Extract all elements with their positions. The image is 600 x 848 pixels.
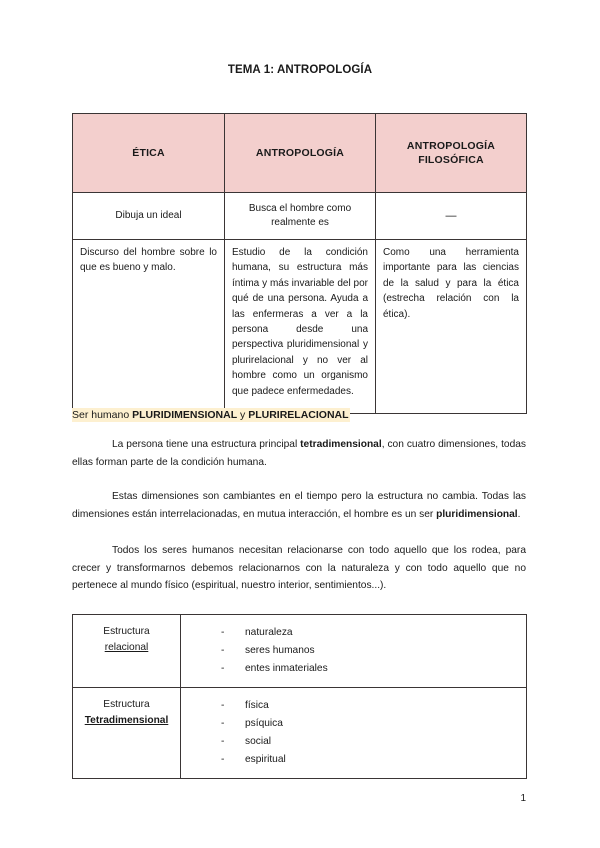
list-item: - física: [181, 697, 522, 715]
label-line2: Tetradimensional: [84, 715, 169, 726]
p1-part2: , con cuatro dimensiones, todas ellas forman parte de la condición humana.: [72, 439, 526, 468]
paragraph-relacionarse: [72, 542, 526, 595]
label-line1: Estructura: [103, 699, 150, 710]
list-item: - espiritual: [181, 751, 522, 769]
cell-filosofica-long: Como una herramienta importante para las ciencias de la salud y para la ética (estrecha relación con la ética).: [376, 240, 527, 414]
paragraph-dimensiones-cambiantes: [72, 488, 526, 523]
item-list: [181, 697, 522, 769]
table-row: [73, 615, 527, 688]
p1-part1: La persona tiene una estructura principal: [112, 439, 301, 450]
page-title: TEMA 1: ANTROPOLOGÍA: [227, 64, 373, 76]
table-row-long: [73, 240, 527, 414]
structure-table: [72, 614, 527, 779]
p2-bold: pluridimensional: [436, 508, 518, 520]
p3-text: Todos los seres humanos necesitan relacionarse con todo aquello que los rodea, para crecer y transformarnos debemos relacionarnos con la naturaleza y con todo aquello que no pertenece al mundo físico (espiritual, nuestro interior, sentimientos...).: [72, 545, 526, 591]
header-cell-antropologia: ANTROPOLOGÍA: [225, 114, 376, 193]
header-cell-line1: ANTROPOLOGÍA: [406, 140, 496, 152]
cell-estructura-tetradimensional-items: [181, 688, 527, 779]
item-list: [181, 624, 522, 678]
highlighted-heading: [72, 408, 350, 423]
cell-etica-long: Discurso del hombre sobre lo que es bueno y malo.: [73, 240, 225, 414]
p2-part2: .: [517, 508, 521, 520]
list-item: - psíquica: [181, 715, 522, 733]
p1-bold: tetradimensional: [300, 439, 382, 450]
cell-estructura-tetradimensional-label: [73, 688, 181, 779]
cell-antropologia-short: Busca el hombre como realmente es: [225, 193, 376, 240]
page-number: 1: [520, 793, 526, 804]
cell-estructura-relacional-items: [181, 615, 527, 688]
label-line1: Estructura: [103, 626, 150, 637]
list-item: - entes inmateriales: [181, 660, 522, 678]
cell-filosofica-short: —: [376, 193, 527, 240]
list-item: - seres humanos: [181, 642, 522, 660]
table-row: [73, 688, 527, 779]
list-item: - social: [181, 733, 522, 751]
label-line2: relacional: [104, 642, 149, 653]
heading-bold-pluridimensional: PLURIDIMENSIONAL: [132, 409, 238, 421]
header-cell-etica: ÉTICA: [73, 114, 225, 193]
heading-bold-plurirelacional: PLURIRELACIONAL: [248, 409, 349, 421]
heading-conjunction: y: [237, 409, 249, 421]
comparison-table: [72, 113, 527, 414]
header-cell-antropologia-filosofica: [376, 114, 527, 193]
p2-part1: Estas dimensiones son cambiantes en el tiempo pero la estructura no cambia. Todas las dimensiones están interrelacionadas, en mutua interacción, el hombre es un ser: [72, 491, 526, 520]
list-item: - naturaleza: [181, 624, 522, 642]
paragraph-tetradimensional: [72, 436, 526, 471]
heading-prefix: Ser humano: [72, 409, 133, 421]
table-row-short: [73, 193, 527, 240]
header-cell-line2: FILOSÓFICA: [418, 154, 484, 166]
cell-antropologia-long: Estudio de la condición humana, su estructura más íntima y más invariable del por qué de una persona. Ayuda a las enfermeras a ver a la persona desde una perspectiva pluridimensional y plurirelacional y no ver al hombre como un organismo que padece enfermedades.: [225, 240, 376, 414]
cell-estructura-relacional-label: [73, 615, 181, 688]
table-row-header: [73, 114, 527, 193]
cell-etica-short: Dibuja un ideal: [73, 193, 225, 240]
